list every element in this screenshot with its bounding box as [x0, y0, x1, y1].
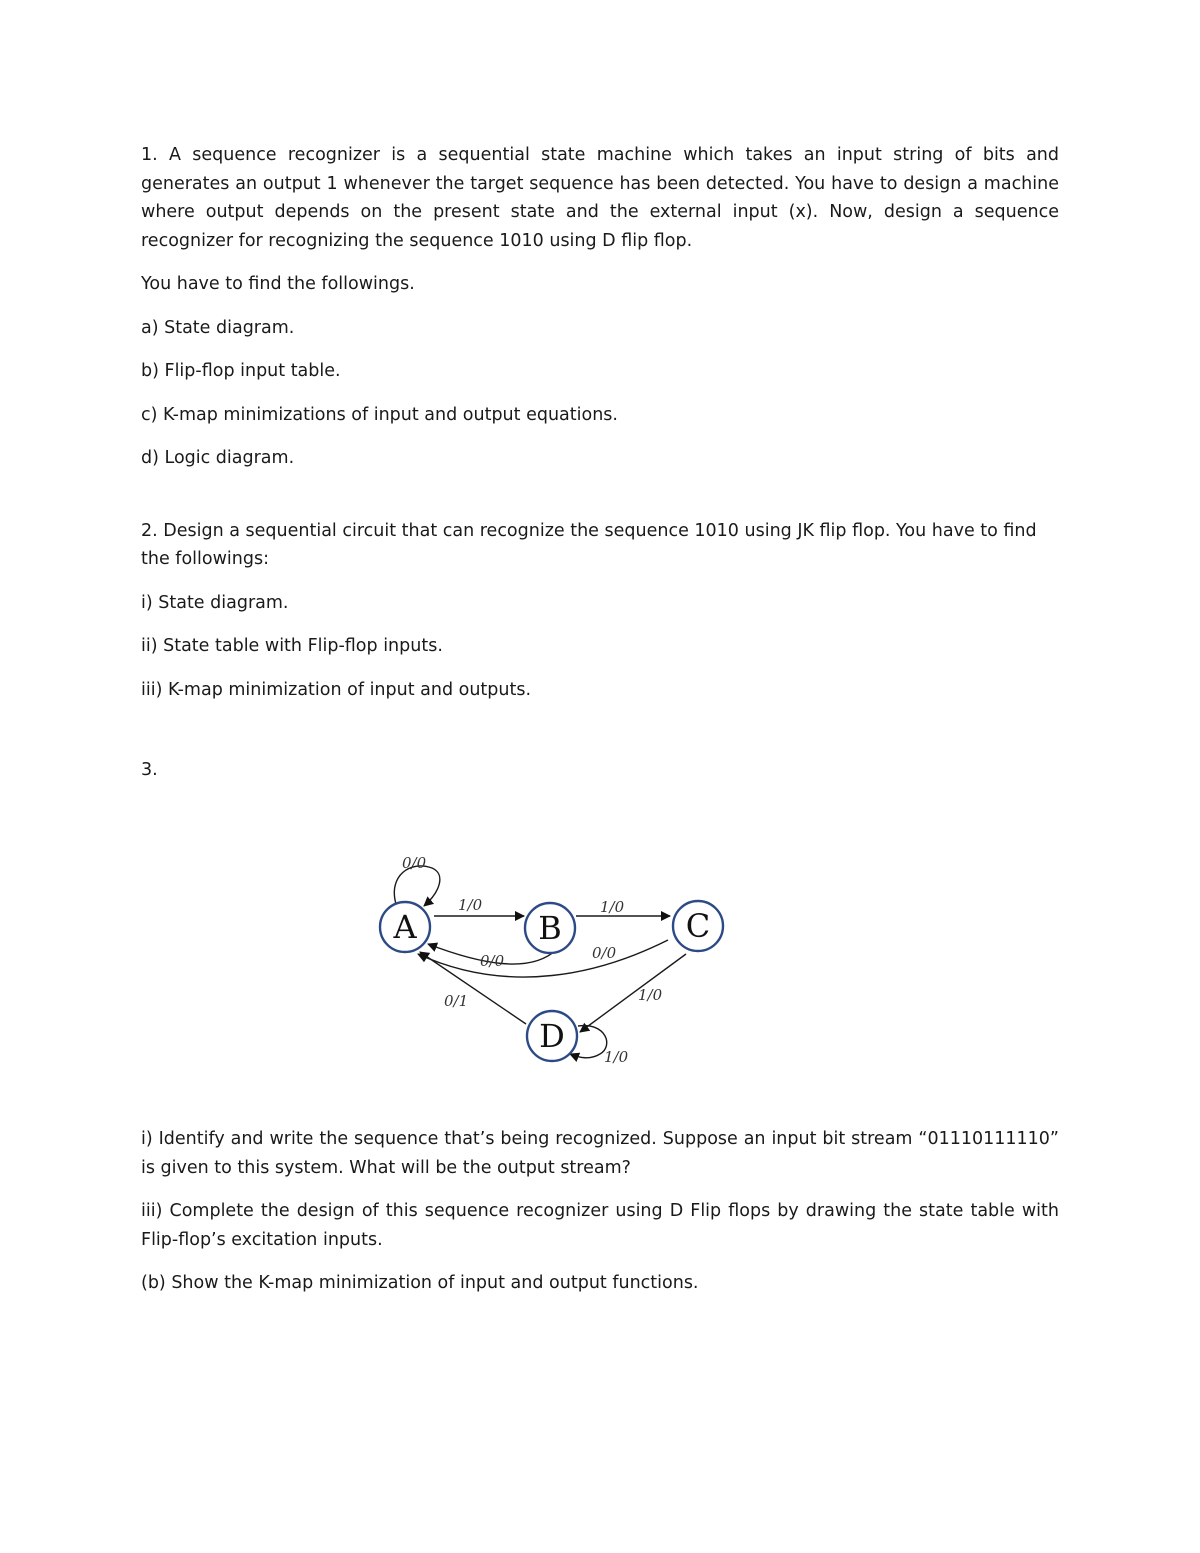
label-b-c: 1/0	[600, 898, 625, 916]
questions-lower	[141, 1125, 1059, 1313]
state-d-label: D	[539, 1017, 565, 1055]
q3-part-i: i) Identify and write the sequence that’s being recognized. Suppose an input bit stream “01110111110” is given to this system. What will be the output stream?	[141, 1129, 1059, 1178]
label-d-d: 1/0	[604, 1048, 629, 1066]
q3-part-iii: iii) Complete the design of this sequence recognizer using D Flip flops by drawing the state table with Flip-flop’s excitation inputs.	[141, 1201, 1059, 1250]
state-a-label: A	[393, 908, 417, 946]
state-a	[380, 902, 430, 952]
q1-intro: You have to find the followings.	[141, 274, 415, 294]
edge-d-a	[420, 952, 526, 1024]
q2-text: 2. Design a sequential circuit that can recognize the sequence 1010 using JK flip flop. You have to find the followings:	[141, 520, 1037, 569]
q2-item-ii: ii) State table with Flip-flop inputs.	[141, 636, 443, 656]
state-b	[525, 903, 575, 953]
q3-number: 3.	[141, 760, 158, 780]
state-c-label: C	[685, 907, 711, 945]
q1-item-a: a) State diagram.	[141, 317, 295, 338]
label-d-a: 0/1	[444, 992, 469, 1010]
questions-upper	[141, 141, 1059, 800]
edge-c-d	[580, 954, 686, 1032]
q2-item-i: i) State diagram.	[141, 592, 289, 613]
state-c	[673, 901, 723, 951]
label-c-d: 1/0	[638, 986, 663, 1004]
q1-item-d: d) Logic diagram.	[141, 448, 295, 468]
q1-item-c: c) K-map minimizations of input and output equations.	[141, 404, 618, 425]
state-diagram	[360, 846, 760, 1076]
label-c-a: 0/0	[592, 944, 617, 962]
label-a-b: 1/0	[458, 896, 483, 914]
state-b-label: B	[538, 909, 562, 947]
q1-text: 1. A sequence recognizer is a sequential state machine which takes an input string of bits and generates an output 1 whenever the target sequence has been detected. You have to design a machine where output depends on the present state and the external input (x). Now, design a sequence recognizer for recognizing the sequence 1010 using D flip flop.	[141, 145, 1059, 251]
q1-item-b: b) Flip-flop input table.	[141, 361, 341, 381]
label-b-a: 0/0	[480, 952, 505, 970]
q2-item-iii: iii) K-map minimization of input and outputs.	[141, 679, 532, 700]
state-diagram-svg	[360, 846, 760, 1076]
q3-part-b: (b) Show the K-map minimization of input and output functions.	[141, 1273, 699, 1293]
label-a-a: 0/0	[402, 854, 427, 872]
state-d	[527, 1011, 577, 1061]
